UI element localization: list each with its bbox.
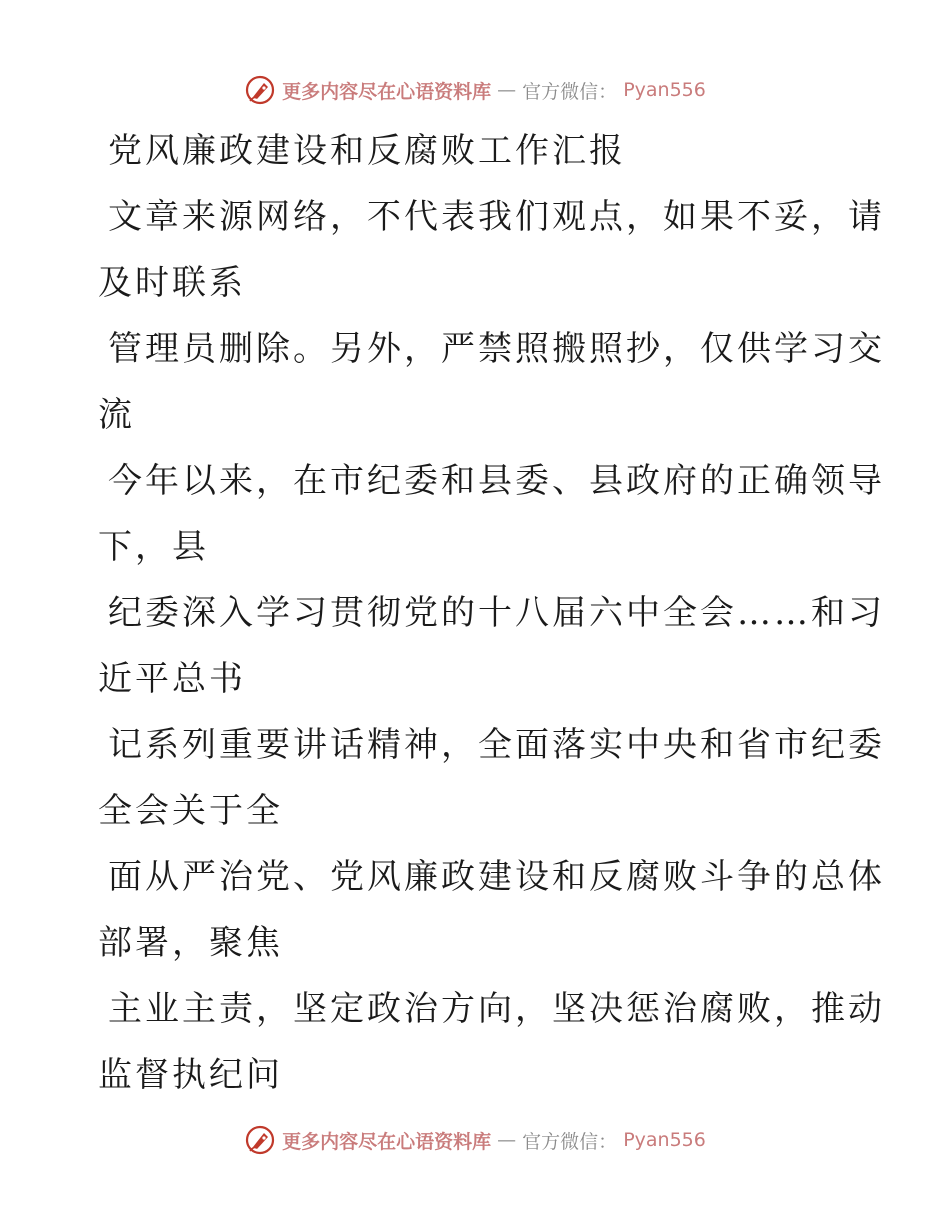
text-line: 近平总书 (98, 659, 246, 699)
watermark-main-text: 更多内容尽在心语资料库 (282, 1130, 492, 1153)
watermark-wechat-id: Pyan556 (623, 1129, 706, 1151)
document-title: 党风廉政建设和反腐败工作汇报 (108, 131, 626, 171)
header-watermark (0, 70, 950, 110)
watermark-dash: — (497, 1129, 517, 1151)
text-line: 纪委深入学习贯彻党的十八届六中全会……和习 (108, 593, 885, 633)
text-line: 记系列重要讲话精神，全面落实中央和省市纪委 (108, 725, 885, 765)
text-line: 全会关于全 (98, 791, 283, 831)
watermark-sub-text: 官方微信： (522, 1130, 618, 1153)
text-line: 文章来源网络，不代表我们观点，如果不妥，请 (108, 197, 885, 237)
pen-nib-circle-icon (244, 1124, 276, 1156)
text-line: 管理员删除。另外，严禁照搬照抄，仅供学习交 (108, 329, 885, 369)
text-line: 下，县 (98, 527, 209, 567)
text-line: 及时联系 (98, 263, 246, 303)
text-line: 部署，聚焦 (98, 923, 283, 963)
watermark-main-text: 更多内容尽在心语资料库 (282, 80, 492, 103)
watermark-dash: — (497, 79, 517, 101)
text-line: 今年以来，在市纪委和县委、县政府的正确领导 (108, 461, 885, 501)
watermark-wechat-id: Pyan556 (623, 79, 706, 101)
text-line: 流 (98, 395, 135, 435)
watermark-sub-text: 官方微信： (522, 80, 618, 103)
text-line: 监督执纪问 (98, 1055, 283, 1095)
footer-watermark (0, 1120, 950, 1160)
text-line: 面从严治党、党风廉政建设和反腐败斗争的总体 (108, 857, 885, 897)
text-line: 主业主责，坚定政治方向，坚决惩治腐败，推动 (108, 989, 885, 1029)
document-body (98, 118, 885, 1108)
pen-nib-circle-icon (244, 74, 276, 106)
